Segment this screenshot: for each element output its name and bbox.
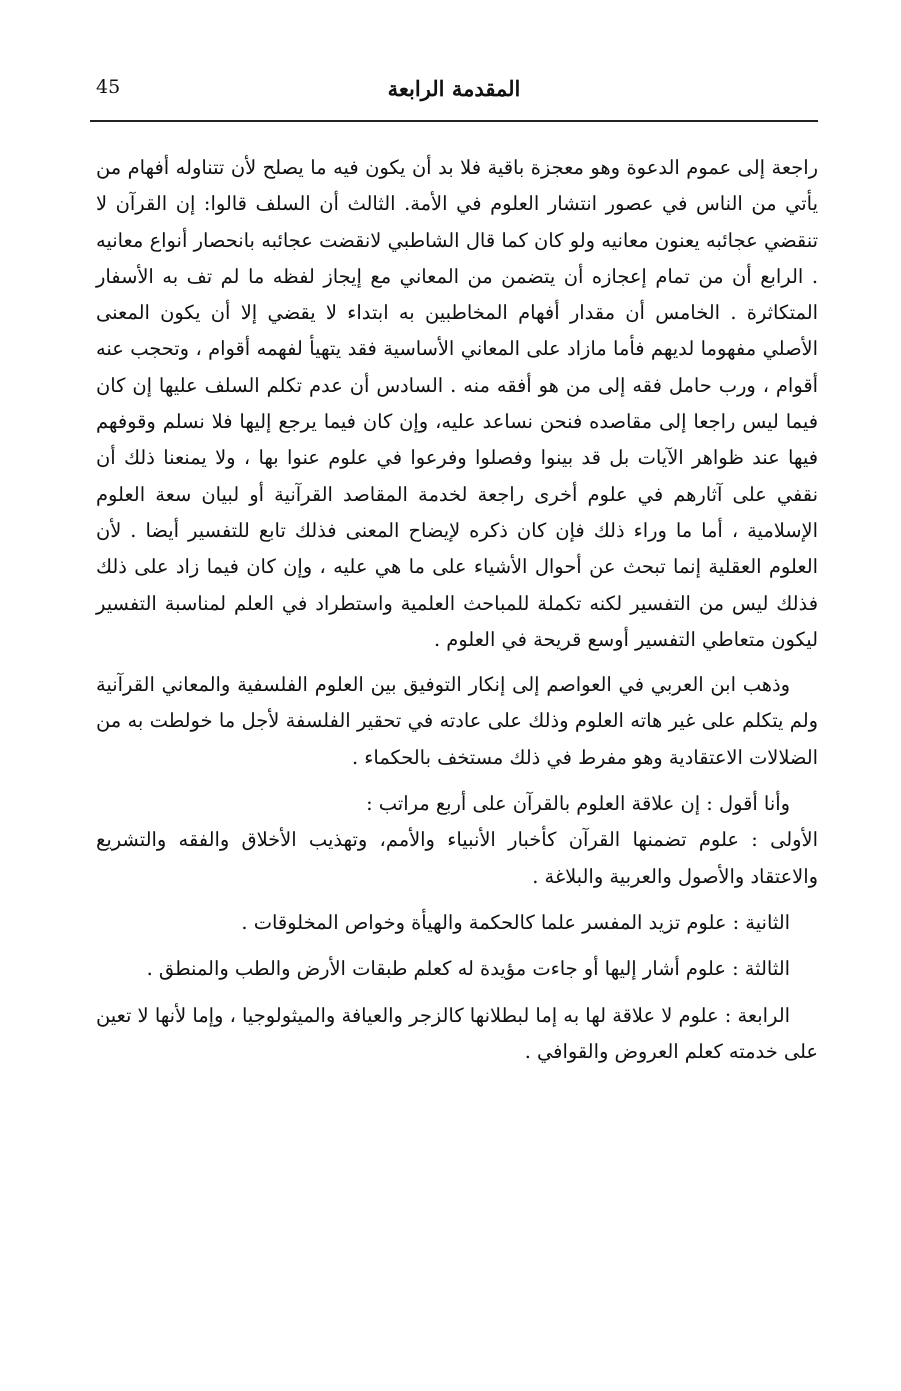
- running-title: المقدمة الرابعة: [387, 76, 521, 101]
- paragraph-four-ranks-intro: وأنا أقول : إن علاقة العلوم بالقرآن على أربع مراتب :: [366, 792, 790, 816]
- paragraph-ibn-al-arabi: وذهب ابن العربي في العواصم إلى إنكار التوفيق بين العلوم الفلسفية والمعاني القرآنية ولم يتكلم على غير هاته العلوم وذلك على عادته في تحقير الفلسفة لأجل ما خولطت به من الضلالات الاعتقادية وهو مفرط في ذلك مستخف بالحكماء .: [96, 673, 818, 769]
- page-number: 45: [96, 76, 121, 98]
- rank-third: الثالثة : علوم أشار إليها أو جاءت مؤيدة له كعلم طبقات الأرض والطب والمنطق .: [146, 957, 790, 981]
- header-rule: [90, 120, 818, 122]
- body-text: [96, 150, 818, 1070]
- rank-fourth: الرابعة : علوم لا علاقة لها به إما لبطلانها كالزجر والعيافة والميثولوجيا ، وإما لأنها لا تعين على خدمته كعلم العروض والقوافي .: [96, 1003, 818, 1063]
- rank-first: الأولى : علوم تضمنها القرآن كأخبار الأنبياء والأمم، وتهذيب الأخلاق والفقه والتشريع والاعتقاد والأصول والعربية والبلاغة .: [96, 828, 818, 888]
- paragraph-continuation: راجعة إلى عموم الدعوة وهو معجزة باقية فلا بد أن يكون فيه ما يصلح لأن تتناوله أفهام من يأتي من الناس في عصور انتشار العلوم في الأمة. الثالث أن السلف قالوا: إن القرآن لا تنقضي عجائبه يعنون معانيه ولو كان كما قال الشاطبي لانقضت عجائبه بانحصار أنواع معانيه . الرابع أن من تمام إعجازه أن يتضمن من المعاني مع إيجاز لفظه ما لم تف به الأسفار المتكاثرة . الخامس أن مقدار أفهام المخاطبين به ابتداء لا يقضي إلا أن يكون المعنى الأصلي مفهوما لديهم فأما مازاد على المعاني الأساسية فقد يتهيأ لفهمه أقوام ، وتحجب عنه أقوام ، ورب حامل فقه إلى من هو أفقه منه . السادس أن عدم تكلم السلف عليها إن كان فيما ليس راجعا إلى مقاصده فنحن نساعد عليه، وإن كان فيما يرجع إليها فلا نسلم وقوفهم فيها عند ظواهر الآيات بل قد بينوا وفصلوا وفرعوا في علوم عنوا بها ، ولا يمنعنا ذلك أن نقفي على آثارهم في علوم أخرى راجعة لخدمة المقاصد القرآنية أو لبيان سعة العلوم الإسلامية ، أما ما وراء ذلك فإن كان ذكره لإيضاح المعنى فذلك تابع للتفسير أيضا . لأن العلوم العقلية إنما تبحث عن أحوال الأشياء على ما هي عليه ، وإن كان فيما زاد على ذلك فذلك ليس من التفسير لكنه تكملة للمباحث العلمية واستطراد في العلم لمناسبة التفسير ليكون متعاطي التفسير أوسع قريحة في العلوم .: [96, 156, 818, 651]
- page-header: [90, 66, 818, 116]
- rank-second: الثانية : علوم تزيد المفسر علما كالحكمة والهيأة وخواص المخلوقات .: [241, 910, 790, 934]
